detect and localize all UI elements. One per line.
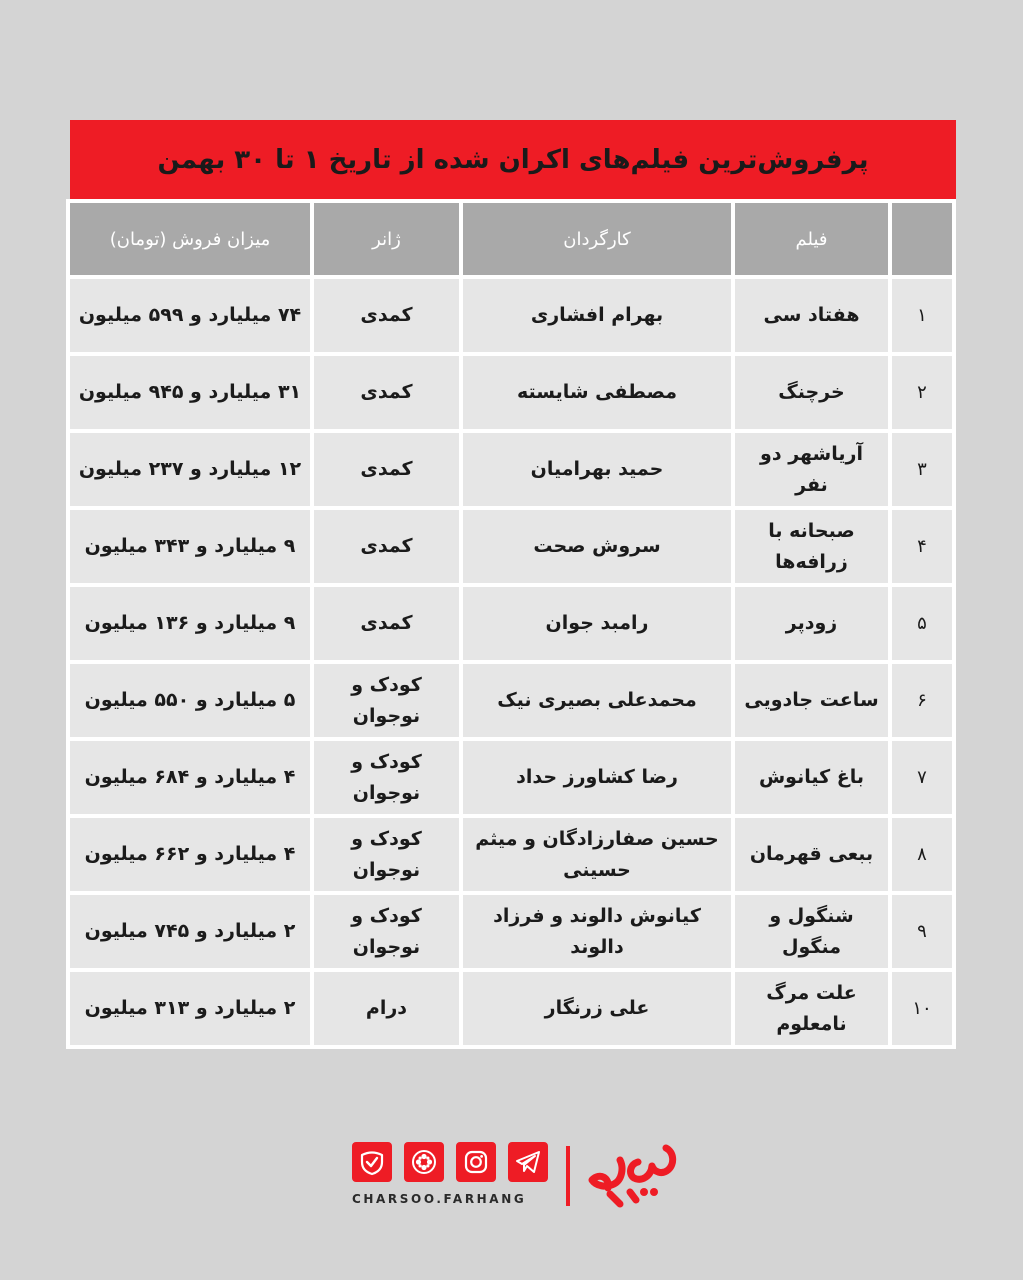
table-row xyxy=(68,508,954,585)
footer xyxy=(0,1140,1023,1210)
table-row xyxy=(68,277,954,354)
cell-rank: ۲ xyxy=(890,354,954,431)
table-row xyxy=(68,816,954,893)
header-sales: میزان فروش (تومان) xyxy=(68,201,312,277)
header-genre: ژانر xyxy=(312,201,461,277)
sales-table xyxy=(66,199,956,1049)
cell-genre: کمدی xyxy=(312,431,461,508)
cell-rank: ۶ xyxy=(890,662,954,739)
instagram-icon[interactable] xyxy=(456,1142,496,1182)
table-row xyxy=(68,739,954,816)
cell-director: حمید بهرامیان xyxy=(461,431,733,508)
cell-film: هفتاد سی xyxy=(733,277,890,354)
cell-film: علت مرگ نامعلوم xyxy=(733,970,890,1047)
header-director: کارگردان xyxy=(461,201,733,277)
cell-rank: ۵ xyxy=(890,585,954,662)
cell-rank: ۷ xyxy=(890,739,954,816)
page-title: پرفروش‌ترین فیلم‌های اکران شده از تاریخ ۱ تا ۳۰ بهمن xyxy=(157,144,869,175)
cell-sales: ۲ میلیارد و ۳۱۳ میلیون xyxy=(68,970,312,1047)
cell-film: زودپر xyxy=(733,585,890,662)
cell-film: آریاشهر دو نفر xyxy=(733,431,890,508)
cell-genre: کودک و نوجوان xyxy=(312,893,461,970)
virgool-icon[interactable] xyxy=(352,1142,392,1182)
cell-genre: درام xyxy=(312,970,461,1047)
cell-genre: کودک و نوجوان xyxy=(312,739,461,816)
cell-rank: ۱۰ xyxy=(890,970,954,1047)
cell-director: سروش صحت xyxy=(461,508,733,585)
cell-director: حسین صفارزادگان و میثم حسینی xyxy=(461,816,733,893)
cell-sales: ۱۲ میلیارد و ۲۳۷ میلیون xyxy=(68,431,312,508)
cell-director: محمدعلی بصیری نیک xyxy=(461,662,733,739)
cell-rank: ۱ xyxy=(890,277,954,354)
title-bar xyxy=(70,120,956,199)
cell-genre: کمدی xyxy=(312,585,461,662)
cell-sales: ۷۴ میلیارد و ۵۹۹ میلیون xyxy=(68,277,312,354)
cell-genre: کمدی xyxy=(312,354,461,431)
cell-director: رامبد جوان xyxy=(461,585,733,662)
cell-sales: ۹ میلیارد و ۱۳۶ میلیون xyxy=(68,585,312,662)
cell-sales: ۳۱ میلیارد و ۹۴۵ میلیون xyxy=(68,354,312,431)
cell-director: رضا کشاورز حداد xyxy=(461,739,733,816)
footer-divider xyxy=(566,1146,570,1206)
cell-sales: ۹ میلیارد و ۳۴۳ میلیون xyxy=(68,508,312,585)
cell-film: خرچنگ xyxy=(733,354,890,431)
header-rank xyxy=(890,201,954,277)
social-icons xyxy=(352,1142,548,1182)
cell-rank: ۳ xyxy=(890,431,954,508)
table-row xyxy=(68,662,954,739)
cell-rank: ۴ xyxy=(890,508,954,585)
table-row xyxy=(68,970,954,1047)
cell-sales: ۴ میلیارد و ۶۶۲ میلیون xyxy=(68,816,312,893)
table-row xyxy=(68,354,954,431)
sales-table-card xyxy=(70,120,956,1049)
cell-film: ساعت جادویی xyxy=(733,662,890,739)
social-handle: CHARSOO.FARHANG xyxy=(352,1192,527,1206)
cell-director: مصطفی شایسته xyxy=(461,354,733,431)
table-header-row xyxy=(68,201,954,277)
cell-director: بهرام افشاری xyxy=(461,277,733,354)
table-row xyxy=(68,893,954,970)
cell-sales: ۴ میلیارد و ۶۸۴ میلیون xyxy=(68,739,312,816)
cell-film: ببعی قهرمان xyxy=(733,816,890,893)
aparat-icon[interactable] xyxy=(404,1142,444,1182)
cell-director: کیانوش دالوند و فرزاد دالوند xyxy=(461,893,733,970)
cell-film: صبحانه با زرافه‌ها xyxy=(733,508,890,585)
cell-genre: کودک و نوجوان xyxy=(312,816,461,893)
table-row xyxy=(68,585,954,662)
cell-genre: کمدی xyxy=(312,277,461,354)
cell-sales: ۲ میلیارد و ۷۴۵ میلیون xyxy=(68,893,312,970)
cell-film: شنگول و منگول xyxy=(733,893,890,970)
cell-director: علی زرنگار xyxy=(461,970,733,1047)
charsoo-logo xyxy=(580,1142,680,1212)
table-row xyxy=(68,431,954,508)
telegram-icon[interactable] xyxy=(508,1142,548,1182)
cell-genre: کمدی xyxy=(312,508,461,585)
cell-film: باغ کیانوش xyxy=(733,739,890,816)
cell-rank: ۸ xyxy=(890,816,954,893)
cell-sales: ۵ میلیارد و ۵۵۰ میلیون xyxy=(68,662,312,739)
header-film: فیلم xyxy=(733,201,890,277)
cell-rank: ۹ xyxy=(890,893,954,970)
cell-genre: کودک و نوجوان xyxy=(312,662,461,739)
